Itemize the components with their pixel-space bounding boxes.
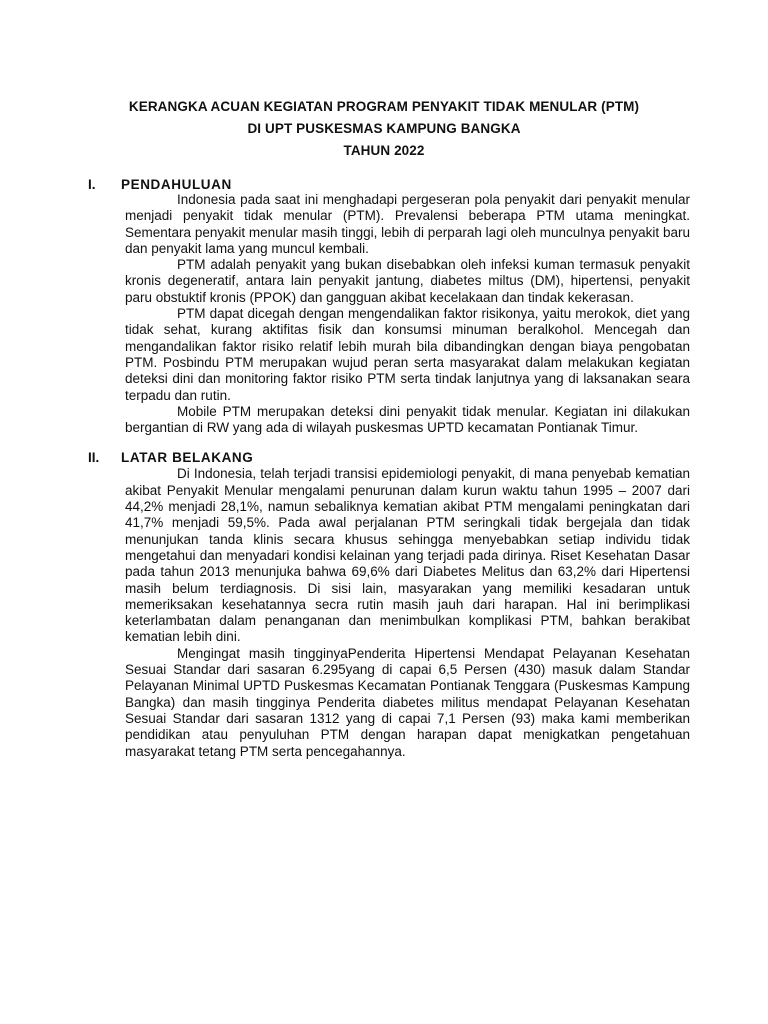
section-latar-belakang [0, 449, 768, 759]
paragraph: Mengingat masih tingginyaPenderita Hipertensi Mendapat Pelayanan Kesehatan Sesuai Standar dari sasaran 6.295yang di capai 6,5 Persen (430) masuk dalam Standar Pelayanan Minimal UPTD Puskesmas Kecamatan Pontianak Tenggara (Puskesmas Kampung Bangka) dan masih tingginya Penderita diabetes militus mendapat Pelayanan Kesehatan Sesuai Standar dari sasaran 1312 yang di capai 7,1 Persen (93) maka kami memberikan pendidikan atau penyuluhan PTM dengan harapan dapat menigkatkan pengetahuan masyarakat tetang PTM serta pencegahannya. [125, 645, 690, 759]
title-line-2: DI UPT PUSKESMAS KAMPUNG BANGKA [247, 121, 521, 136]
document-title [0, 96, 768, 162]
paragraph: Di Indonesia, telah terjadi transisi epidemiologi penyakit, di mana penyebab kematian akibat Penyakit Menular mengalami penurunan dalam kurun waktu tahun 1995 – 2007 dari 44,2% menjadi 28,1%, namun sebaliknya kematian akibat PTM mengalami peningkatan dari 41,7% menjadi 59,5%. Pada awal perjalanan PTM seringkali tidak bergejala dan tidak menunjukan tanda klinis secara khusus sehingga menyebabkan setiap individu tidak mengetahui dan menyadari kondisi kelainan yang terjadi pada dirinya. Riset Kesehatan Dasar pada tahun 2013 menunjuka bahwa 69,6% dari Diabetes Melitus dan 63,2% dari Hipertensi masih belum terdiagnosis. Di sisi lain, masyarakan yang memiliki kesadaran untuk memeriksakan kesehatannya secra rutin masih jauh dari harapan. Hal ini berimplikasi keterlambatan dalam penanganan dan menimbulkan komplikasi PTM, bahkan berakibat kematian lebih dini. [125, 466, 690, 645]
section-heading [0, 449, 768, 466]
paragraph: PTM dapat dicegah dengan mengendalikan faktor risikonya, yaitu merokok, diet yang tidak sehat, kurang aktifitas fisik dan konsumsi minuman beralkohol. Mencegah dan mengandalikan faktor risiko relatif lebih murah bila dibandingkan dengan biaya pengobatan PTM. Posbindu PTM merupakan wujud peran serta masyarakat dalam melakukan kegiatan deteksi dini dan monitoring faktor risiko PTM serta tindak lanjutnya yang di laksanakan seara terpadu dan rutin. [125, 306, 690, 403]
section-title: LATAR BELAKANG [121, 450, 254, 466]
section-title: PENDAHULUAN [121, 177, 232, 192]
section-number: II. [88, 450, 100, 466]
paragraph: Indonesia pada saat ini menghadapi pergeseran pola penyakit dari penyakit menular menjadi penyakit tidak menular (PTM). Prevalensi beberapa PTM utama meningkat. Sementara penyakit menular masih tinggi, lebih di perparah lagi oleh munculnya penyakit baru dan penyakit lama yang muncul kembali. [125, 192, 690, 256]
section-heading [0, 176, 768, 192]
paragraph: PTM adalah penyakit yang bukan disebabkan oleh infeksi kuman termasuk penyakit kronis degeneratif, antara lain penyakit jantung, diabetes miltus (DM), hipertensi, penyakit paru obstuktif kronis (PPOK) dan gangguan akibat kecelakaan dan tindak kekerasan. [125, 257, 690, 305]
section-pendahuluan [0, 176, 768, 436]
title-line-1: KERANGKA ACUAN KEGIATAN PROGRAM PENYAKIT TIDAK MENULAR (PTM) [128, 99, 640, 114]
paragraph: Mobile PTM merupakan deteksi dini penyakit tidak menular. Kegiatan ini dilakukan bergantian di RW yang ada di wilayah puskesmas UPTD kecamatan Pontianak Timur. [125, 403, 690, 436]
title-line-3: TAHUN 2022 [343, 143, 425, 158]
section-number: I. [88, 177, 96, 192]
